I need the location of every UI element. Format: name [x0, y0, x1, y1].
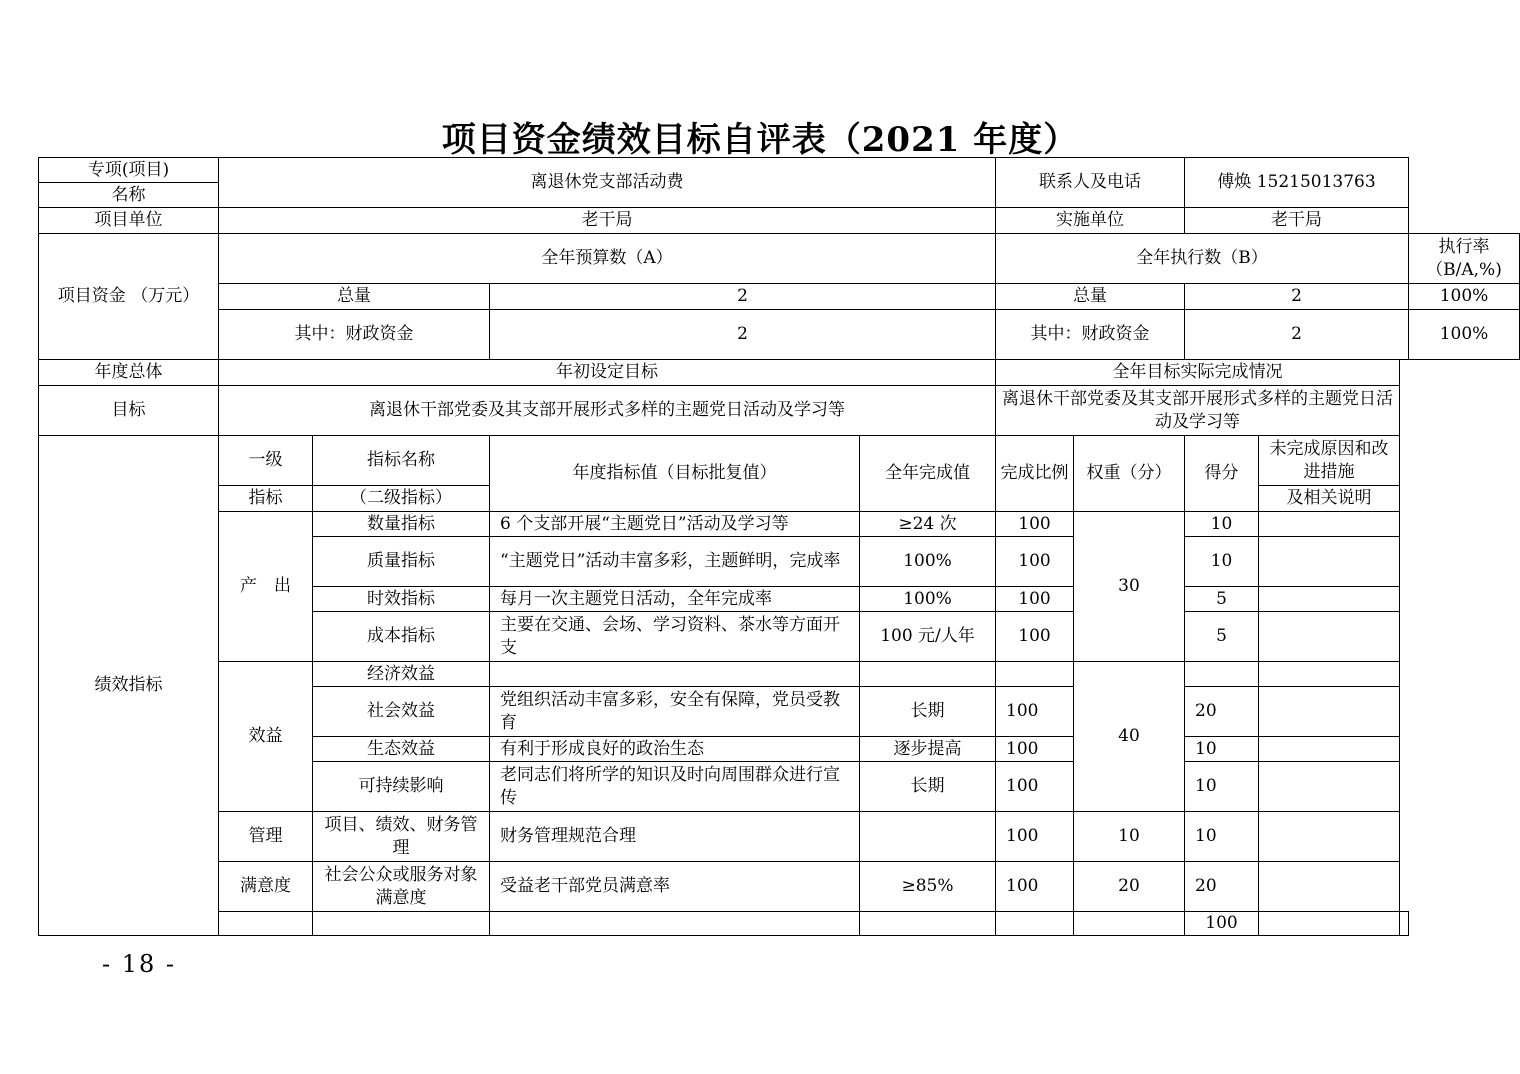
- indicator-reason: [1259, 762, 1400, 812]
- indicator-name: 社会效益: [313, 687, 490, 737]
- manage-reason: [1259, 812, 1400, 862]
- manage-score: 10: [1185, 812, 1259, 862]
- total-rate: 100%: [1409, 284, 1520, 310]
- indicator-score: 10: [1185, 737, 1259, 762]
- indicator-reason: [1259, 537, 1400, 587]
- page-title: 项目资金绩效目标自评表（2021 年度）: [441, 120, 1079, 160]
- indicator-reason: [1259, 512, 1400, 537]
- benefit-label: 效益: [219, 662, 313, 812]
- indicator-target: 主要在交通、会场、学习资料、茶水等方面开支: [490, 612, 860, 662]
- header-reason-b: 及相关说明: [1259, 486, 1400, 512]
- funds-label: 项目资金 （万元）: [39, 234, 219, 360]
- total-budget: 2: [490, 284, 996, 310]
- header-complete: 全年完成值: [860, 436, 996, 512]
- indicator-complete: [860, 662, 996, 687]
- unit-value: 老干局: [219, 208, 996, 234]
- indicator-reason: [1259, 662, 1400, 687]
- indicator-complete: 长期: [860, 762, 996, 812]
- goal-initial-label: 年初设定目标: [219, 360, 996, 386]
- indicator-complete: ≥24 次: [860, 512, 996, 537]
- indicator-reason: [1259, 612, 1400, 662]
- fiscal-budget: 2: [490, 310, 996, 360]
- page-number: - 18 -: [102, 950, 177, 978]
- indicator-complete: 逐步提高: [860, 737, 996, 762]
- output-label: 产 出: [219, 512, 313, 662]
- indicator-ratio: 100: [996, 762, 1074, 812]
- satisfaction-name: 社会公众或服务对象满意度: [313, 862, 490, 912]
- project-name-label: 专项(项目): [39, 158, 219, 183]
- manage-weight: 10: [1074, 812, 1185, 862]
- indicator-complete: 长期: [860, 687, 996, 737]
- indicator-target: 每月一次主题党日活动，全年完成率: [490, 587, 860, 612]
- satisfaction-reason: [1259, 862, 1400, 912]
- header-weight: 权重（分）: [1074, 436, 1185, 512]
- indicator-target: “主题党日”活动丰富多彩，主题鲜明，完成率: [490, 537, 860, 587]
- header-score: 得分: [1185, 436, 1259, 512]
- unit-label: 项目单位: [39, 208, 219, 234]
- goal-actual: 离退休干部党委及其支部开展形式多样的主题党日活动及学习等: [996, 386, 1400, 436]
- goal-initial: 离退休干部党委及其支部开展形式多样的主题党日活动及学习等: [219, 386, 996, 436]
- satisfaction-target: 受益老干部党员满意率: [490, 862, 860, 912]
- project-name-label-2: 名称: [39, 183, 219, 208]
- benefit-weight: 40: [1074, 662, 1185, 812]
- satisfaction-complete: ≥85%: [860, 862, 996, 912]
- satisfaction-score: 20: [1185, 862, 1259, 912]
- fiscal-label: 其中：财政资金: [219, 310, 490, 360]
- header-ratio: 完成比例: [996, 436, 1074, 512]
- satisfaction-weight: 20: [1074, 862, 1185, 912]
- indicator-score: 10: [1185, 537, 1259, 587]
- rate-label: 执行率（B/A,%): [1409, 234, 1520, 284]
- indicator-name: 数量指标: [313, 512, 490, 537]
- header-level1: 一级: [219, 436, 313, 486]
- satisfaction-label: 满意度: [219, 862, 313, 912]
- header-target: 年度指标值（目标批复值）: [490, 436, 860, 512]
- manage-label: 管理: [219, 812, 313, 862]
- indicator-name: 成本指标: [313, 612, 490, 662]
- contact-value: 傅焕 15215013763: [1185, 158, 1409, 208]
- indicator-target: [490, 662, 860, 687]
- indicator-complete: 100%: [860, 537, 996, 587]
- contact-label: 联系人及电话: [996, 158, 1185, 208]
- indicator-name: 可持续影响: [313, 762, 490, 812]
- impl-value: 老干局: [1185, 208, 1409, 234]
- total-exec: 2: [1185, 284, 1409, 310]
- indicator-complete: 100%: [860, 587, 996, 612]
- total-row-cell: [1400, 912, 1409, 936]
- indicator-reason: [1259, 687, 1400, 737]
- satisfaction-ratio: 100: [996, 862, 1074, 912]
- indicator-score: 20: [1185, 687, 1259, 737]
- indicator-ratio: 100: [996, 587, 1074, 612]
- goal-label-2: 目标: [39, 386, 219, 436]
- fiscal-label-2: 其中：财政资金: [996, 310, 1185, 360]
- project-name: 离退休党支部活动费: [219, 158, 996, 208]
- total-weight: 100: [1185, 912, 1259, 936]
- indicator-ratio: 100: [996, 737, 1074, 762]
- indicator-name: 经济效益: [313, 662, 490, 687]
- indicator-ratio: 100: [996, 612, 1074, 662]
- total-row-cell: [490, 912, 860, 936]
- header-reason: 未完成原因和改进措施: [1259, 436, 1400, 486]
- impl-label: 实施单位: [996, 208, 1185, 234]
- indicator-target: 老同志们将所学的知识及时向周围群众进行宣传: [490, 762, 860, 812]
- manage-target: 财务管理规范合理: [490, 812, 860, 862]
- indicator-name: 生态效益: [313, 737, 490, 762]
- indicator-score: 10: [1185, 762, 1259, 812]
- indicators-section-label: 绩效指标: [39, 436, 219, 936]
- indicator-ratio: 100: [996, 687, 1074, 737]
- indicator-reason: [1259, 587, 1400, 612]
- manage-name: 项目、绩效、财务管理: [313, 812, 490, 862]
- indicator-score: 5: [1185, 587, 1259, 612]
- indicator-target: 有利于形成良好的政治生态: [490, 737, 860, 762]
- fiscal-rate: 100%: [1409, 310, 1520, 360]
- total-row-cell: [1259, 912, 1400, 936]
- indicator-score: 10: [1185, 512, 1259, 537]
- total-label: 总量: [219, 284, 490, 310]
- indicator-reason: [1259, 737, 1400, 762]
- header-name: 指标名称: [313, 436, 490, 486]
- indicator-ratio: [996, 662, 1074, 687]
- manage-complete: [860, 812, 996, 862]
- fiscal-exec: 2: [1185, 310, 1409, 360]
- indicator-score: [1185, 662, 1259, 687]
- indicator-ratio: 100: [996, 512, 1074, 537]
- indicator-name: 时效指标: [313, 587, 490, 612]
- indicator-name: 质量指标: [313, 537, 490, 587]
- budget-label: 全年预算数（A）: [219, 234, 996, 284]
- header-name-b: （二级指标）: [313, 486, 490, 512]
- indicator-ratio: 100: [996, 537, 1074, 587]
- total-label-2: 总量: [996, 284, 1185, 310]
- evaluation-table: [38, 157, 1520, 936]
- total-row-cell: [219, 912, 313, 936]
- output-weight: 30: [1074, 512, 1185, 662]
- indicator-score: 5: [1185, 612, 1259, 662]
- total-row-cell: [313, 912, 490, 936]
- exec-label: 全年执行数（B）: [996, 234, 1409, 284]
- indicator-target: 6 个支部开展“主题党日”活动及学习等: [490, 512, 860, 537]
- indicator-target: 党组织活动丰富多彩，安全有保障，党员受教育: [490, 687, 860, 737]
- total-row-cell: [996, 912, 1074, 936]
- goal-actual-label: 全年目标实际完成情况: [996, 360, 1400, 386]
- indicator-complete: 100 元/人年: [860, 612, 996, 662]
- total-row-cell: [1074, 912, 1185, 936]
- goal-label: 年度总体: [39, 360, 219, 386]
- header-level1-b: 指标: [219, 486, 313, 512]
- manage-ratio: 100: [996, 812, 1074, 862]
- total-row-cell: [860, 912, 996, 936]
